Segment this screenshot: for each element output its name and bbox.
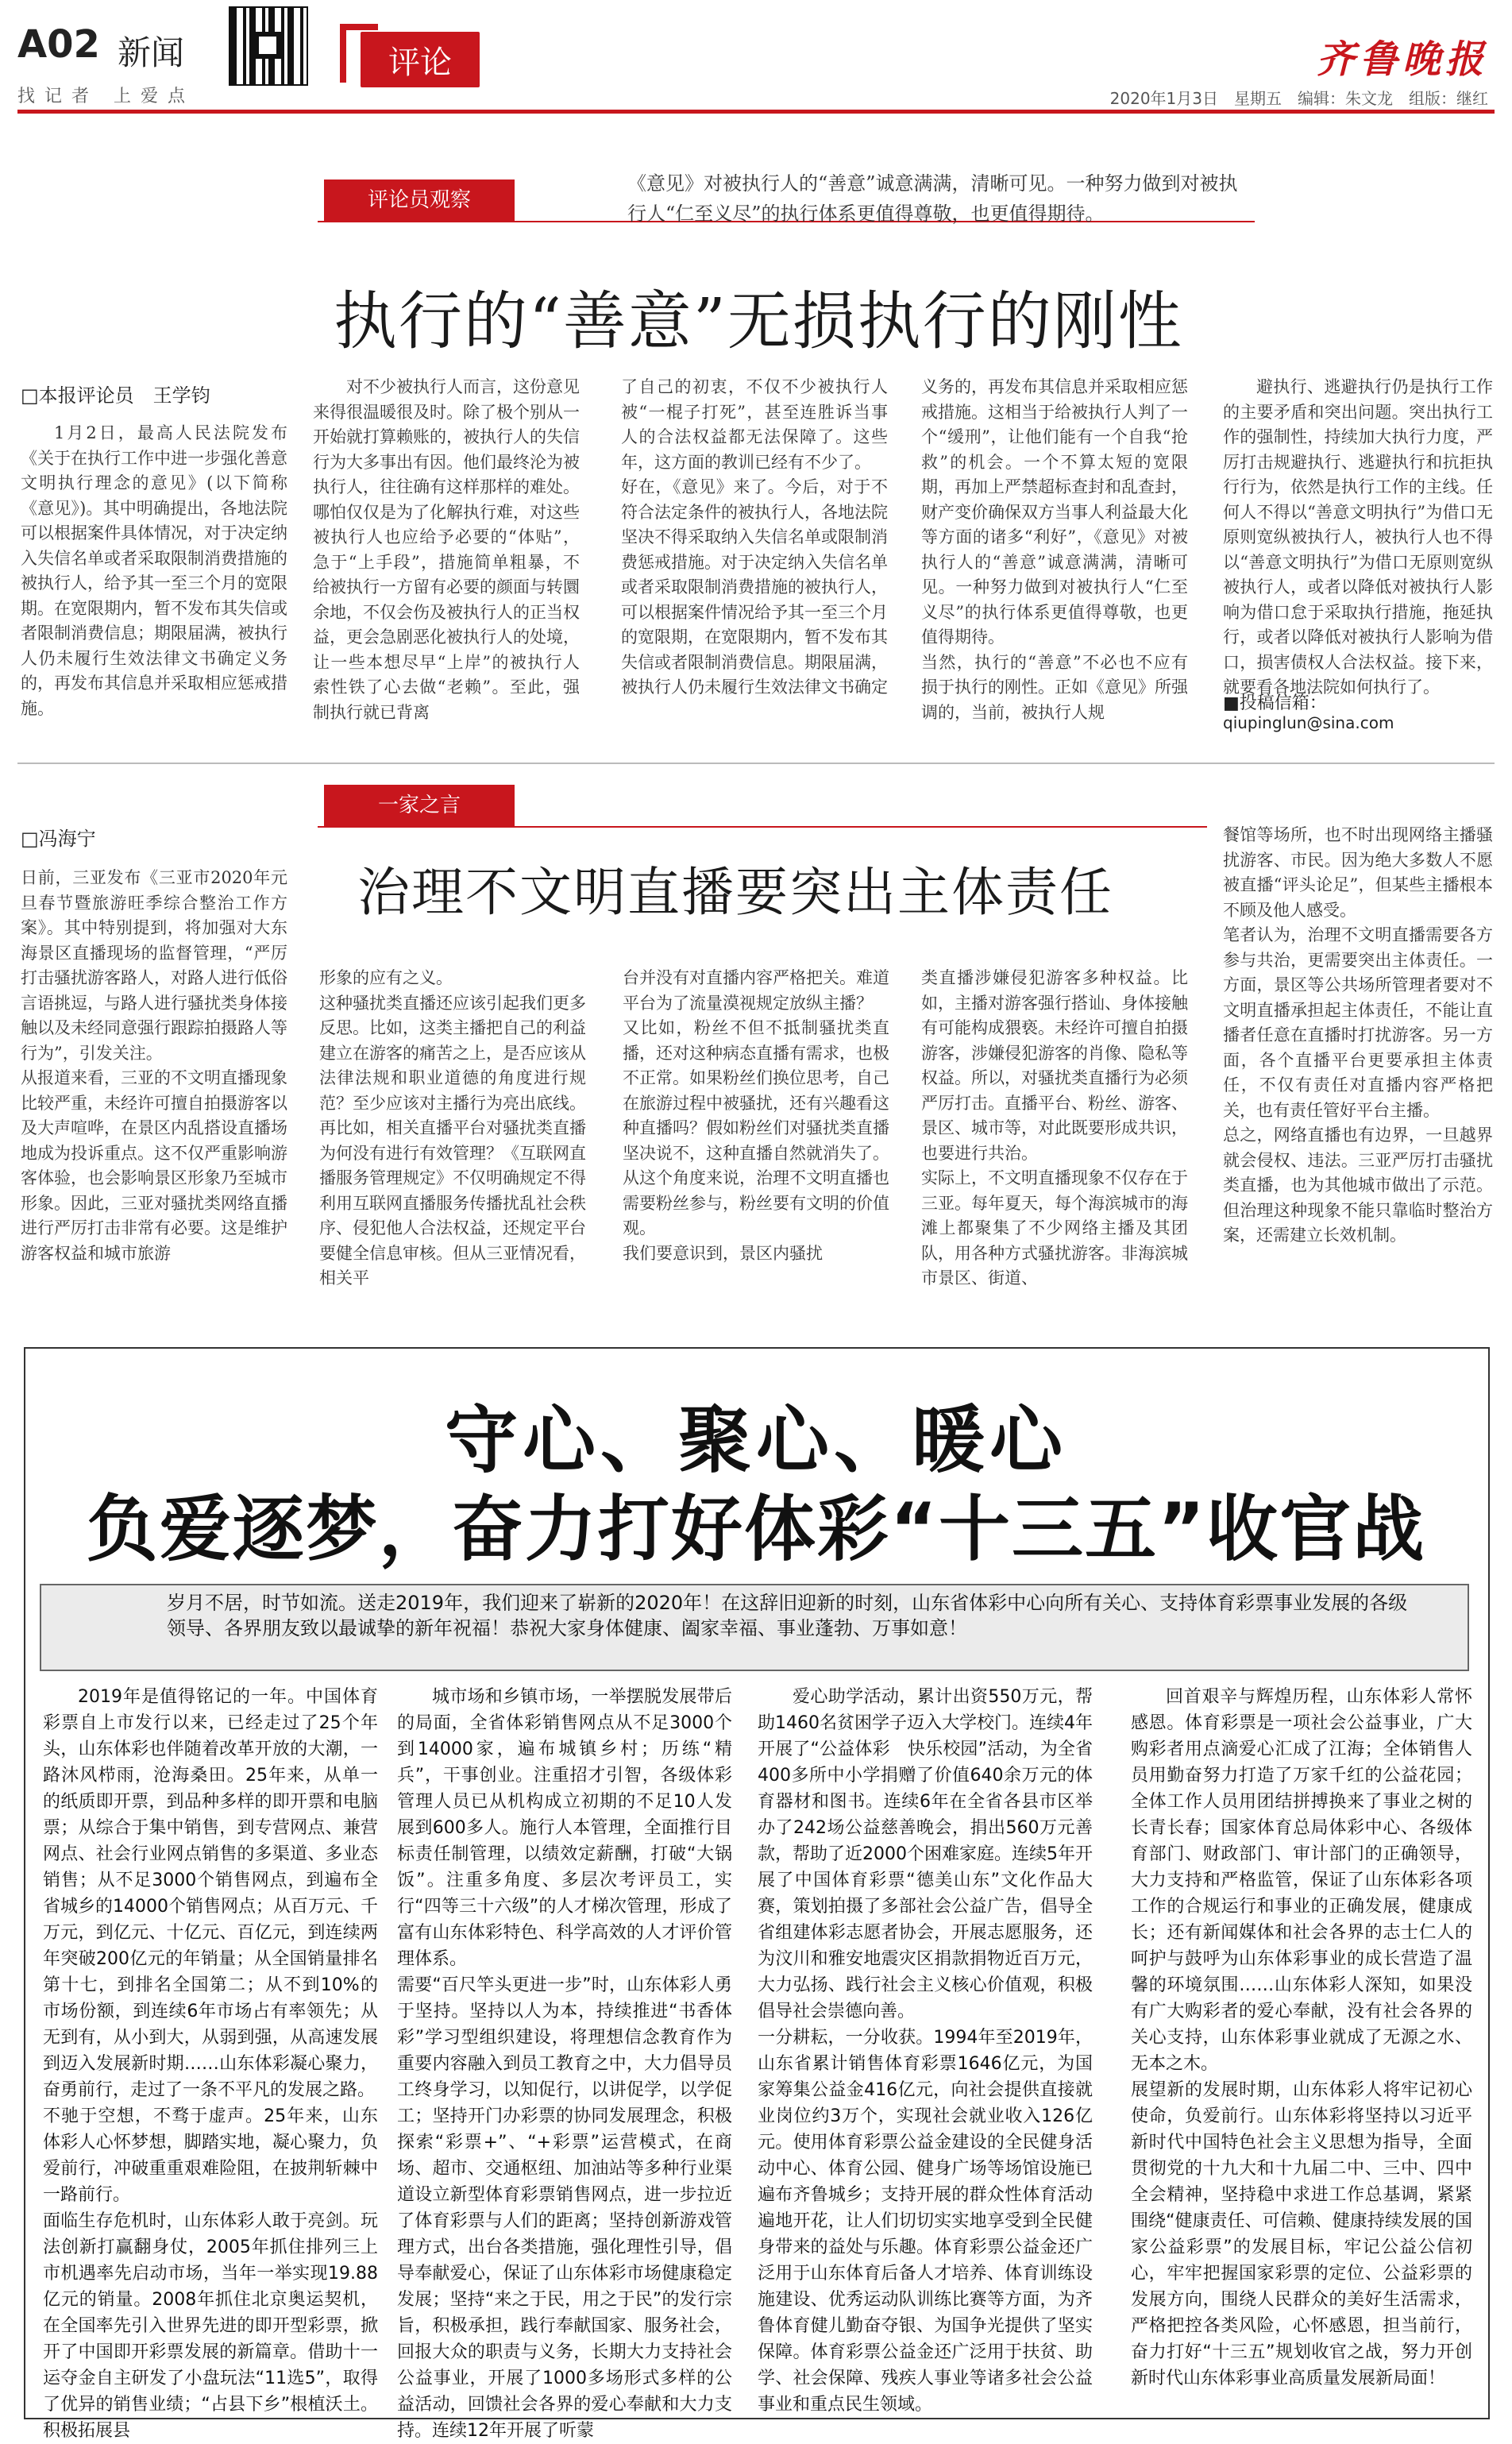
article2-byline: □冯海宁 <box>21 828 96 850</box>
section-name: 新闻 <box>118 33 185 72</box>
article2-column-1: 日前，三亚发布《三亚市2020年元旦春节暨旅游旺季综合整治工作方案》。其中特别提到，将加强对大东海景区直播现场的监督管理，“严厉打击骚扰游客路人，对路人进行低俗言语挑逗，与路人进行骚扰类身体接触以及未经同意强行跟踪拍摄路人等行为”，引发关注。 从报道来看，三亚的不文明直播现象比较严重，未经许可擅自拍摄游客以及大声喧哗，在景区内乱搭设直播场地成为投诉重点。这不仅严重影响游客体验，也会影响景区形象乃至城市形象。因此，三亚对骚扰类网络直播进行严厉打击非常有必要。这是维护游客权益和城市旅游 <box>21 868 287 1263</box>
qr-code-icon[interactable] <box>229 6 308 86</box>
article1-column-1: 1月2日，最高人民法院发布《关于在执行工作中进一步强化善意文明执行理念的意见》(以下简称《意见》)。其中明确提出，各地法院可以根据案件具体情况，对于决定纳入失信名单或者采取限制消费措施的被执行人，给予其一至三个月的宽限期。在宽限期内，暂不发布其失信或者限制消费信息；期限届满，被执行人仍未履行生效法律文书确定义务的，再发布其信息并采取相应惩戒措施。 <box>21 423 287 718</box>
article2-tag-rule <box>318 826 1207 828</box>
article2-column-2: 形象的应有之义。 这种骚扰类直播还应该引起我们更多反思。比如，这类主播把自己的利益建立在游客的痛苦之上，是否应该从法律法规和职业道德的角度进行规范？至少应该对主播行为亮出底线。 再比如，相关直播平台对骚扰类直播为何没有进行有效管理？《互联网直播服务管理规定》不仅明确规定不得利用互联网直播服务传播扰乱社会秩序、侵犯他人合法权益，还规定平台要健全信息审核。但从三亚情况看，相关平 <box>319 968 586 1288</box>
promo-column-3: 爱心助学活动，累计出资550万元，帮助1460名贫困学子迈入大学校门。连续4年开展了“公益体彩 快乐校园”活动，为全省400多所中小学捐赠了价值640余万元的体育器材和图书。连续6年在全省各县市区举办了242场公益慈善晚会，捐出560万元善款，帮助了近2000个困难家庭。连续5年开展了中国体育彩票“德美山东”文化作品大赛，策划拍摄了多部社会公益广告，倡导全省组建体彩志愿者协会，开展志愿服务，还为汶川和雅安地震灾区捐款捐物近百万元，大力弘扬、践行社会主义核心价值观，积极倡导社会崇德向善。 一分耕耘，一分收获。1994年至2019年，山东省累计销售体育彩票1646亿元，为国家筹集公益金416亿元，向社会提供直接就业岗位约3万个，实现社会就业收入126亿元。使用体育彩票公益金建设的全民健身活动中心、体育公园、健身广场等场馆设施已遍布齐鲁城乡；支持开展的群众性体育活动遍地开花，让人们切切实实地享受到全民健身带来的益处与乐趣。体育彩票公益金还广泛用于山东体育后备人才培养、体育训练设施建设、优秀运动队训练比赛等方面，为齐鲁体育健儿勤奋夺银、为国争光提供了坚实保障。体育彩票公益金还广泛用于扶贫、助学、社会保障、残疾人事业等诸多社会公益事业和重点民生领域。 <box>758 1687 1093 2415</box>
article1-byline: □本报评论员 王学钧 <box>21 384 210 407</box>
article2-column-5: 餐馆等场所，也不时出现网络主播骚扰游客、市民。因为绝大多数人不愿被直播“评头论足”，但某些主播根本不顾及他人感受。 笔者认为，治理不文明直播需要各方参与共治，更需要突出主体责任。一方面，景区等公共场所管理者要对不文明直播承担起主体责任，不能让直播者任意在直播时打扰游客。另一方面，各个直播平台更要承担主体责任，不仅有责任对直播内容严格把关，也有责任管好平台主播。 总之，网络直播也有边界，一旦越界就会侵权、违法。三亚严厉打击骚扰类直播，也为其他城市做出了示范。但治理这种现象不能只靠临时整治方案，还需建立长效机制。 <box>1223 825 1493 1245</box>
newspaper-logo: 齐鲁晚报 <box>1316 37 1488 82</box>
article2-headline: 治理不文明直播要突出主体责任 <box>357 862 1113 923</box>
column-tag: 评论 <box>361 32 480 87</box>
article1-column-5: 避执行、逃避执行仍是执行工作的主要矛盾和突出问题。突出执行工作的强制性，持续加大执行力度，严厉打击规避执行、逃避执行和抗拒执行行为，依然是执行工作的主线。任何人不得以“善意文明执行”为借口无原则宽纵被执行人，被执行人也不得以“善意文明执行”为借口无原则宽纵被执行人，或者以降低对被执行人影响为借口怠于采取执行措施，拖延执行，或者以降低对被执行人影响为借口，损害债权人合法权益。接下来，就要看各地法院如何执行了。 <box>1223 377 1493 697</box>
email-address[interactable]: qiupinglun@sina.com <box>1223 713 1394 732</box>
header-rule <box>17 110 1495 114</box>
dateline: 2020年1月3日 星期五 编辑：朱文龙 组版：继红 <box>1109 89 1488 108</box>
reporter-contact-line: 找记者 上爱点 <box>17 87 195 106</box>
article2-column-4: 类直播涉嫌侵犯游客多种权益。比如，主播对游客强行搭讪、身体接触有可能构成猥亵。未经许可擅自拍摄游客，涉嫌侵犯游客的肖像、隐私等权益。所以，对骚扰类直播行为必须严厉打击。直播平台、粉丝、游客、景区、城市等，对此既要形成共识，也要进行共治。 实际上，不文明直播现象不仅存在于三亚。每年夏天，每个海滨城市的海滩上都聚集了不少网络主播及其团队，用各种方式骚扰游客。非海滨城市景区、街道、 <box>921 968 1188 1288</box>
article1-column-4: 义务的，再发布其信息并采取相应惩戒措施。这相当于给被执行人判了一个“缓刑”，让他们能有一个自我“抢救”的机会。一个不算太短的宽限期，再加上严禁超标查封和乱查封，财产变价确保双方当事人利益最大化等方面的诸多“利好”，《意见》对被执行人的“善意”诚意满满，清晰可见。一种努力做到对被执行人“仁至义尽”的执行体系更值得尊敬，也更值得期待。 当然，执行的“善意”不必也不应有损于执行的刚性。正如《意见》所强调的，当前，被执行人规 <box>921 377 1188 722</box>
page-number: A02 <box>17 22 100 67</box>
article2-column-tag: 一家之言 <box>324 785 515 826</box>
article1-column-2: 对不少被执行人而言，这份意见来得很温暖很及时。除了极个别从一开始就打算赖账的，被执行人的失信行为大多事出有因。他们最终沦为被执行人，往往确有这样那样的难处。哪怕仅仅是为了化解执行难，对这些被执行人也应给予必要的“体贴”，急于“上手段”，措施简单粗暴，不给被执行一方留有必要的颜面与转圜余地，不仅会伤及被执行人的正当权益，更会急剧恶化被执行人的处境，让一些本想尽早“上岸”的被执行人索性铁了心去做“老赖”。至此，强制执行就已背离 <box>313 377 580 722</box>
promo-title-line-1: 守心、聚心、暖心 <box>444 1398 1067 1483</box>
article1-lede: 《意见》对被执行人的“善意”诚意满满，清晰可见。一种努力做到对被执行人“仁至义尽”的执行体系更值得尊敬，也更值得期待。 <box>627 172 1238 225</box>
promo-intro-text: 岁月不居，时节如流。送走2019年，我们迎来了崭新的2020年！在这辞旧迎新的时刻，山东省体彩中心向所有关心、支持体育彩票事业发展的各级领导、各界朋友致以最诚挚的新年祝福！恭祝大家身体健康、阖家幸福、事业蓬勃、万事如意！ <box>167 1592 1408 1639</box>
section-divider <box>17 763 1495 764</box>
promo-column-2: 城市场和乡镇市场，一举摆脱发展带后的局面，全省体彩销售网点从不足3000个到14000家，遍布城镇乡村；历练“精兵”，干事创业。注重招才引智，各级体彩管理人员已从机构成立初期的不足10人发展到600多人。施行人本管理，全面推行目标责任制管理，以绩效定薪酬，打破“大锅饭”。注重多角度、多层次考评员工，实行“四等三十六级”的人才梯次管理，形成了富有山东体彩特色、科学高效的人才评价管理体系。 需要“百尺竿头更进一步”时，山东体彩人勇于坚持。坚持以人为本，持续推进“书香体彩”学习型组织建设，将理想信念教育作为重要内容融入到员工教育之中，大力倡导员工终身学习，以知促行，以讲促学，以学促工；坚持开门办彩票的协同发展理念，积极探索“彩票+”、“+彩票”运营模式，在商场、超市、交通枢纽、加油站等多种行业渠道设立新型体育彩票销售网点，进一步拉近了体育彩票与人们的距离；坚持创新游戏管理方式，出台各类措施，强化理性引导，倡导奉献爱心，保证了山东体彩市场健康稳定发展；坚持“来之于民，用之于民”的发行宗旨，积极承担，践行奉献国家、服务社会，回报大众的职责与义务，长期大力支持社会公益事业，开展了1000多场形式多样的公益活动，回馈社会各界的爱心奉献和大力支持。连续12年开展了听蒙 <box>397 1687 732 2441</box>
promo-title-line-2: 负爱逐梦，奋力打好体彩“十三五”收官战 <box>86 1488 1426 1571</box>
article1-column-3: 了自己的初衷，不仅不少被执行人被“一棍子打死”，甚至连胜诉当事人的合法权益都无法保障了。这些年，这方面的教训已经有不少了。 好在，《意见》来了。今后，对于不符合法定条件的被执行人，各地法院坚决不得采取纳入失信名单或限制消费惩戒措施。对于决定纳入失信名单或者采取限制消费措施的被执行人，可以根据案件情况给予其一至三个月的宽限期，在宽限期内，暂不发布其失信或者限制消费信息。期限届满，被执行人仍未履行生效法律文书确定 <box>621 377 888 697</box>
article1-column-tag: 评论员观察 <box>324 180 515 221</box>
article2-column-3: 台并没有对直播内容严格把关。难道平台为了流量漠视规定放纵主播？ 又比如，粉丝不但不抵制骚扰类直播，还对这种病态直播有需求，也极不正常。如果粉丝们换位思考，自己在旅游过程中被骚扰，还有兴趣看这种直播吗？假如粉丝们对骚扰类直播坚决说不，这种直播自然就消失了。从这个角度来说，治理不文明直播也需要粉丝参与，粉丝要有文明的价值观。 我们要意识到，景区内骚扰 <box>623 968 889 1263</box>
article1-headline: 执行的“善意”无损执行的刚性 <box>334 284 1183 358</box>
promo-column-4: 回首艰辛与辉煌历程，山东体彩人常怀感恩。体育彩票是一项社会公益事业，广大购彩者用点滴爱心汇成了江海；全体销售人员用勤奋努力打造了万家千红的公益花园；全体工作人员用团结拼搏换来了事业之树的长青长春；国家体育总局体彩中心、各级体育部门、财政部门、审计部门的正确领导，大力支持和严格监管，保证了山东体彩各项工作的合规运行和事业的正确发展，健康成长；还有新闻媒体和社会各界的志士仁人的呵护与鼓呼为山东体彩事业的成长营造了温馨的环境氛围……山东体彩人深知，如果没有广大购彩者的爱心奉献，没有社会各界的关心支持，山东体彩事业就成了无源之水、无本之木。 展望新的发展时期，山东体彩人将牢记初心使命，负爱前行。山东体彩将坚持以习近平新时代中国特色社会主义思想为指导，全面贯彻党的十九大和十九届二中、三中、四中全会精神，坚持稳中求进工作总基调，紧紧围绕“健康责任、可信赖、健康持续发展的国家公益彩票”的发展目标，牢记公益公信初心，牢牢把握国家彩票的定位、公益彩票的发展方向，围绕人民群众的美好生活需求，严格把控各类风险，心怀感恩，担当前行，奋力打好“十三五”规划收官之战，努力开创新时代山东体彩事业高质量发展新局面！ <box>1131 1687 1472 2388</box>
promo-column-1: 2019年是值得铭记的一年。中国体育彩票自上市发行以来，已经走过了25个年头，山东体彩也伴随着改革开放的大潮，一路沐风栉雨，沧海桑田。25年来，从单一的纸质即开票，到品种多样的即开票和电脑票；从综合于集中销售，到专营网点、兼营网点、社会行业网点销售的多渠道、多业态销售；从不足3000个销售网点，到遍布全省城乡的14000个销售网点；从百万元、千万元，到亿元、十亿元、百亿元，到连续两年突破200亿元的年销量；从全国销量排名第十七，到排名全国第二；从不到10%的市场份额，到连续6年市场占有率领先；从无到有，从小到大，从弱到强，从高速发展到迈入发展新时期……山东体彩凝心聚力，奋勇前行，走过了一条不平凡的发展之路。 不驰于空想，不骛于虚声。25年来，山东体彩人心怀梦想，脚踏实地，凝心聚力，负爱前行，冲破重重艰难险阻，在披荆斩棘中一路前行。 面临生存危机时，山东体彩人敢于亮剑。玩法创新打赢翻身仗，2005年抓住排列三上市机遇率先启动市场，当年一举实现19.88亿元的销量。2008年抓住北京奥运契机，在全国率先引入世界先进的即开型彩票，掀开了中国即开彩票发展的新篇章。借助十一运夺金自主研发了小盘玩法“11选5”，取得了优异的销售业绩；“占县下乡”根植沃土。积极拓展县 <box>43 1687 378 2441</box>
email-label: ■投稿信箱： <box>1223 693 1327 713</box>
